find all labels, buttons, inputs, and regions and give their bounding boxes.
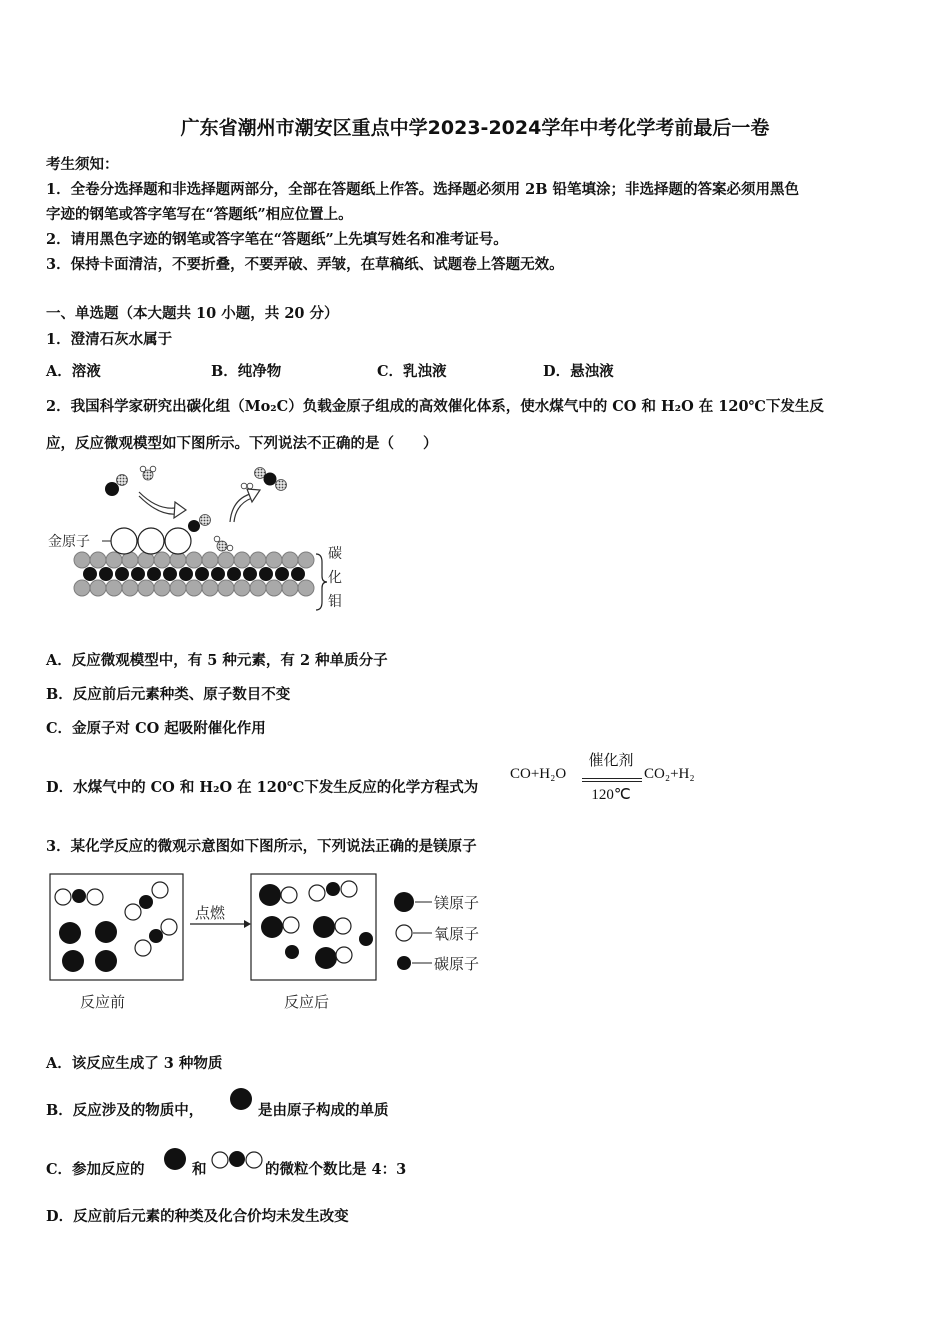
notice-line-3: 3．保持卡面清洁，不要折叠，不要弄破、弄皱，在草稿纸、试题卷上答题无效。	[46, 256, 564, 273]
notice-line-2: 2．请用黑色字迹的钢笔或答字笔在“答题纸”上先填写姓名和准考证号。	[46, 231, 508, 248]
equation-left: CO+H₂O	[510, 766, 567, 782]
notice-heading: 考生须知：	[46, 156, 119, 173]
label-carbide-1: 碳	[328, 546, 342, 562]
q2-option-c: C．金原子对 CO 起吸附催化作用	[46, 720, 266, 737]
arrow-label-ignite: 点燃	[195, 904, 226, 922]
q1-option-c: C．乳浊液	[377, 363, 447, 380]
q3-option-c-suffix: 的微粒个数比是 4：3	[265, 1161, 407, 1178]
q3-option-b-suffix: 是由原子构成的单质	[258, 1102, 389, 1119]
label-after: 反应后	[284, 993, 330, 1011]
q2-option-d: D．水煤气中的 CO 和 H₂O 在 120℃下发生反应的化学方程式为	[46, 779, 479, 796]
q3-option-a: A．该反应生成了 3 种物质	[46, 1055, 223, 1072]
label-carbide-3: 钼	[328, 594, 342, 610]
q2-figure-catalyst-model	[44, 462, 364, 612]
q3-figure-reaction	[44, 866, 504, 1016]
equation-bar-1	[582, 778, 642, 779]
notice-line-1a: 1．全卷分选择题和非选择题两部分，全部在答题纸上作答。选择题必须用 2B 铅笔填涂；非选择题的答案必须用黑色	[46, 181, 800, 198]
equation-condition-bottom: 120℃	[591, 787, 631, 803]
section-heading: 一、单选题（本大题共 10 小题，共 20 分）	[46, 305, 339, 322]
q3-option-d: D．反应前后元素的种类及化合价均未发生改变	[46, 1208, 349, 1225]
notice-line-1b: 字迹的钢笔或答字笔写在“答题纸”相应位置上。	[46, 206, 353, 223]
q1-option-b: B．纯净物	[211, 363, 282, 380]
legend-magnesium: 镁原子	[434, 894, 480, 912]
co2-molecule-icon	[210, 1149, 266, 1171]
label-gold-atom: 金原子	[48, 534, 90, 550]
q3-stem: 3．某化学反应的微观示意图如下图所示，下列说法正确的是镁原子	[46, 838, 477, 855]
equation-right: CO₂+H₂	[644, 766, 695, 782]
equation-bar-2	[582, 781, 642, 782]
label-before: 反应前	[80, 993, 126, 1011]
q2-stem-2: 应，反应微观模型如下图所示。下列说法不正确的是（ ）	[46, 435, 438, 452]
q3-option-c-prefix: C．参加反应的	[46, 1161, 145, 1178]
equation-condition-top: 催化剂	[588, 751, 634, 769]
legend-carbon: 碳原子	[434, 955, 480, 973]
q3-option-b-prefix: B．反应涉及的物质中，	[46, 1102, 204, 1119]
magnesium-atom-icon	[228, 1087, 254, 1113]
page-title: 广东省潮州市潮安区重点中学2023-2024学年中考化学考前最后一卷	[180, 117, 770, 139]
label-carbide-2: 化	[328, 570, 342, 586]
q1-option-a: A．溶液	[46, 363, 101, 380]
legend-oxygen: 氧原子	[434, 925, 480, 943]
magnesium-atom-icon	[163, 1147, 189, 1173]
q2-option-b: B．反应前后元素种类、原子数目不变	[46, 686, 291, 703]
q3-option-c-middle: 和	[192, 1161, 207, 1178]
q1-stem: 1．澄清石灰水属于	[46, 331, 173, 348]
q1-option-d: D．悬浊液	[543, 363, 614, 380]
q2-stem-1: 2．我国科学家研究出碳化组（Mo₂C）负载金原子组成的高效催化体系，使水煤气中的 CO 和 H₂O 在 120℃下发生反	[46, 398, 824, 415]
q2-option-a: A．反应微观模型中，有 5 种元素，有 2 种单质分子	[46, 652, 388, 669]
